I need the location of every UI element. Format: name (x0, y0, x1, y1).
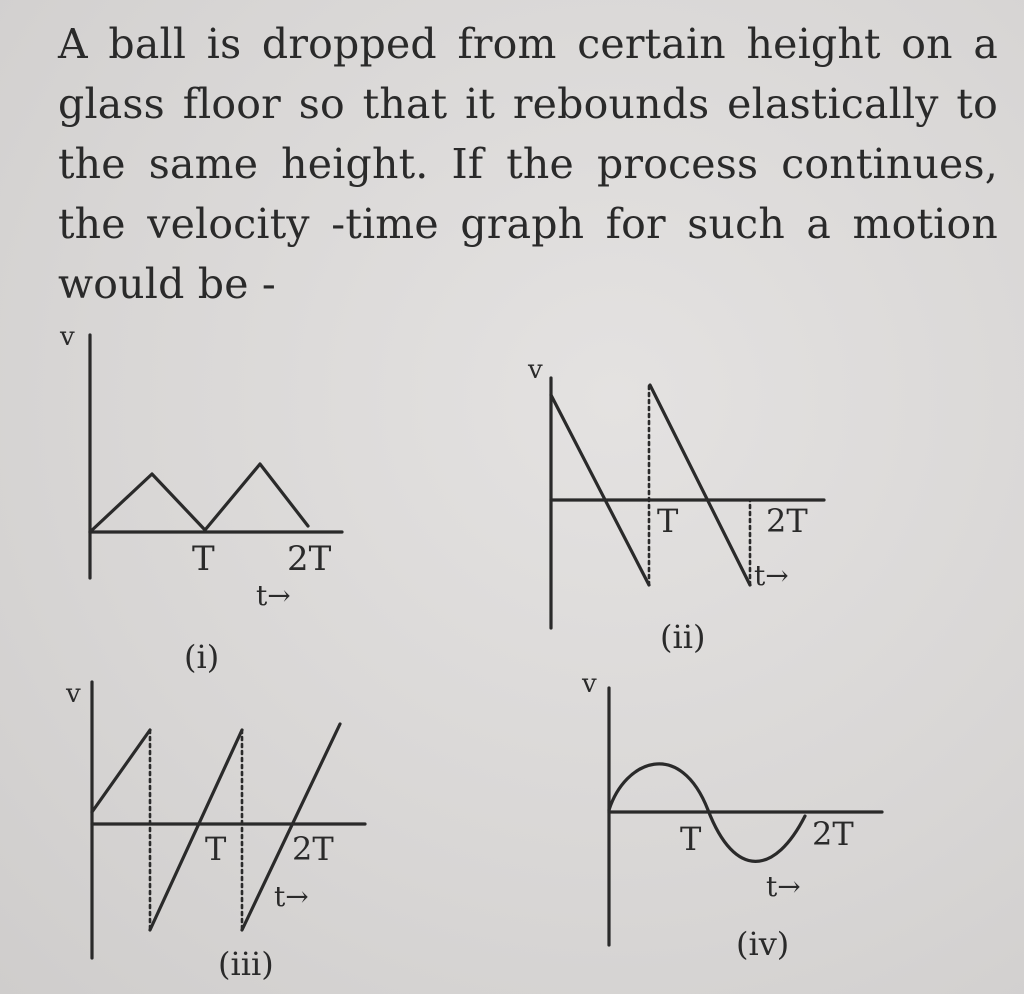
graph-iv-v-label: v (582, 669, 597, 699)
graph-iii-t-label: t→ (274, 880, 309, 913)
graph-iii-curve (92, 730, 150, 812)
question-text: A ball is dropped from certain height on a glass floor so that it rebounds elastically to the same height. If the process continues, the velocity -time graph for such a motion would be - (58, 20, 998, 308)
graph-ii-v-label: v (528, 355, 543, 385)
graph-ii-tick-T: T (657, 502, 679, 540)
graph-iii-tick-T: T (205, 830, 227, 868)
graph-iii-option-label: (iii) (218, 945, 274, 983)
graph-iii-tick-2T: 2T (292, 830, 334, 868)
graph-iv-tick-T: T (680, 820, 702, 858)
graph-iv-t-label: t→ (766, 870, 801, 903)
graph-ii-t-label: t→ (754, 559, 789, 592)
graph-i-v-label: v (60, 322, 75, 352)
graph-ii-option-label: (ii) (660, 618, 706, 656)
graph-ii-curve-2 (650, 385, 750, 585)
graph-iii (92, 682, 365, 958)
graph-i-curve (90, 464, 308, 532)
graph-iv-option-label: (iv) (736, 925, 790, 963)
graph-ii-tick-2T: 2T (766, 502, 808, 540)
graph-iv-tick-2T: 2T (812, 815, 854, 853)
graph-i-t-label: t→ (256, 579, 291, 612)
graph-iii-v-label: v (66, 679, 81, 709)
graph-i-option-label: (i) (184, 638, 220, 676)
graph-iii-curve-2 (150, 730, 242, 930)
graph-i-tick-T: T (192, 539, 215, 579)
graph-ii-curve (551, 395, 649, 585)
graph-i-tick-2T: 2T (287, 539, 332, 579)
